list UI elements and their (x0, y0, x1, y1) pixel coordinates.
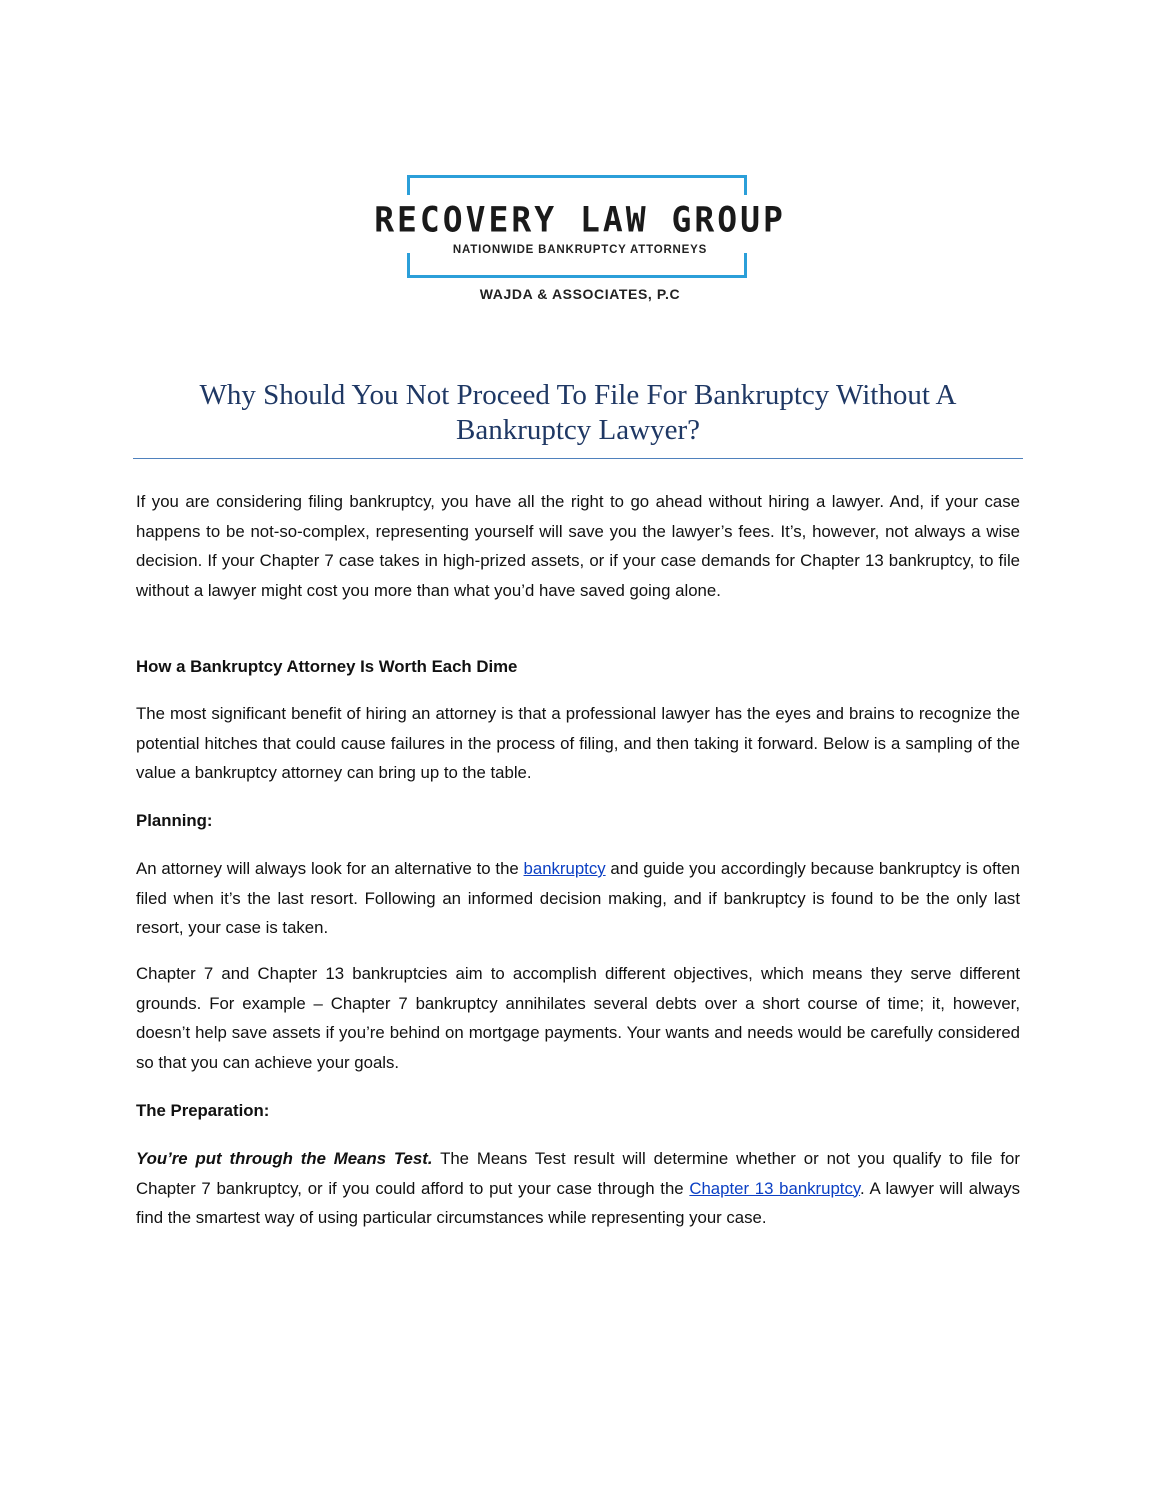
section-heading-worth: How a Bankruptcy Attorney Is Worth Each Dime (136, 657, 518, 676)
document-title: Why Should You Not Proceed To File For Bankruptcy Without A Bankruptcy Lawyer? (199, 379, 957, 446)
benefit-paragraph: The most significant benefit of hiring an attorney is that a professional lawyer has the eyes and brains to recognize the potential hitches that could cause failures in the process of filing, and then taking it forward. Below is a sampling of the value a bankruptcy attorney can bring up to the table. (136, 704, 1020, 782)
chapter-13-link[interactable]: Chapter 13 bankruptcy (689, 1178, 861, 1198)
logo-bracket-bottom (407, 253, 747, 278)
means-test-paragraph (136, 1144, 1020, 1233)
text: and guide you accordingly because bankruptcy is often filed when it’s the last resort. Following an informed decision making, and if bankruptcy is found to be the only last resort, your case is taken. (136, 859, 1020, 937)
chapters-paragraph: Chapter 7 and Chapter 13 bankruptcies aim to accomplish different objectives, which means they serve different grounds. For example – Chapter 7 bankruptcy annihilates several debts over a short course of time; it, however, doesn’t help save assets if you’re behind on mortgage payments. Your wants and needs would be carefully considered so that you can achieve your goals. (136, 964, 1020, 1072)
planning-paragraph (136, 854, 1020, 943)
intro-paragraph: If you are considering filing bankruptcy, you have all the right to go ahead without hiring a lawyer. And, if your case happens to be not-so-complex, representing yourself will save you the lawyer’s fees. It’s, however, not always a wise decision. If your Chapter 7 case takes in high-prized assets, or if your case demands for Chapter 13 bankruptcy, to file without a lawyer might cost you more than what you’d have saved going alone. (136, 492, 1020, 600)
text: The Means Test result will determine whether or not you qualify to file for Chapter 7 bankruptcy, or if you could afford to put your case through the (136, 1149, 1020, 1198)
logo-associates: WAJDA & ASSOCIATES, P.C (479, 286, 681, 302)
logo-bracket-top (407, 175, 747, 195)
section-heading-preparation: The Preparation: (136, 1101, 270, 1120)
bankruptcy-link[interactable]: bankruptcy (523, 859, 606, 878)
company-logo (370, 170, 790, 310)
means-test-lead: You’re put through the Means Test. (136, 1149, 433, 1168)
text: An attorney will always look for an alternative to the (136, 859, 524, 878)
section-heading-planning: Planning: (136, 811, 213, 830)
logo-name: RECOVERY LAW GROUP (374, 199, 786, 240)
title-divider (133, 458, 1023, 459)
text: . A lawyer will always find the smartest way of using particular circumstances while representing your case. (136, 1178, 1020, 1227)
logo-tagline: NATIONWIDE BANKRUPTCY ATTORNEYS (452, 244, 708, 256)
